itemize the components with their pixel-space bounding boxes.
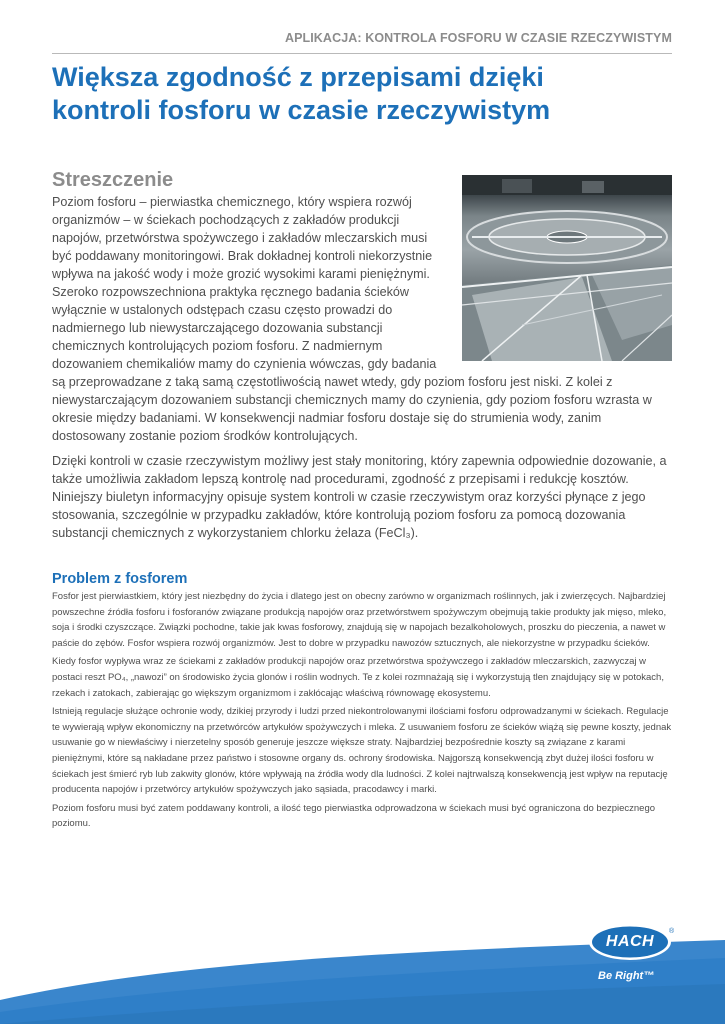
- summary-heading: Streszczenie: [52, 169, 174, 191]
- summary-body: [52, 193, 672, 549]
- problem-paragraph-2: Kiedy fosfor wypływa wraz ze ściekami z zakładów produkcji napojów oraz przetwórstwa spożywczego i zakładów mleczarskich, zazwyczaj w postaci reszt PO₄, „nawozi” on środowisko życia glonów i roślin wodnych. Te z kolei rozmnażają się i wykorzystują tlen znajdujący się w potokach, rzekach i zatokach, zabierając go większym organizmom i zakłócając właściwą równowagę ekosystemu.: [52, 656, 664, 699]
- summary-paragraph-2: Dzięki kontroli w czasie rzeczywistym możliwy jest stały monitoring, który zapewnia odpowiednie dozowanie, a także umożliwia zakładom lepszą kontrolę nad procedurami, zgodność z przepisami i redukcję kosztów. Niniejszy biuletyn informacyjny opisuje system kontroli w czasie rzeczywistym oraz korzyści płynące z jego stosowania, szczególnie w przypadku zakładów, które kontrolują poziom fosforu za pomocą dozowania substancji chemicznych z wykorzystaniem chlorku żelaza (FeCl₃).: [52, 454, 667, 540]
- hach-logo[interactable]: [588, 923, 675, 961]
- hach-logo-text: HACH: [605, 933, 655, 950]
- tagline: Be Right™: [598, 970, 655, 982]
- header-label: APLIKACJA: KONTROLA FOSFORU W CZASIE RZECZYWISTYM: [284, 31, 672, 45]
- problem-paragraph-3: Istnieją regulacje służące ochronie wody, dzikiej przyrody i ludzi przed niekontrolowanymi ilościami fosforu odprowadzanymi w ściekach. Regulacje te wywierają wpływ ekonomiczny na przetwórców artykułów spożywczych i mleka. Z usuwaniem fosforu ze ścieków wiążą się pewne koszty, jednak usuwanie go w niewłaściwy i nierzetelny sposób generuje jeszcze większe straty. Najbardziej bezpośrednie koszty są związane z karami pieniężnymi, które są nakładane przez państwo i stosowne organy ds. ochrony środowiska. Najgorszą konsekwencją zbyt dużej ilości fosforu w ściekach jest śmierć ryb lub zakwity glonów, które wpływają na źródła wody dla ludności. Z kolei najtrwalszą konsekwencją jest wpływ na reputację producenta napojów i przetwórcy artykułów spożywczych jako sąsiada, pracodawcy i marki.: [52, 706, 672, 796]
- problem-paragraph-4: Poziom fosforu musi być zatem poddawany kontroli, a ilość tego pierwiastka odprowadzona w ściekach musi być ograniczona do bezpiecznego poziomu.: [52, 802, 656, 830]
- header-rule: [52, 53, 672, 54]
- title-line-2: kontroli fosforu w czasie rzeczywistym: [52, 95, 551, 125]
- water-treatment-photo: [462, 175, 672, 361]
- photo-illustration: [462, 175, 672, 361]
- registered-mark: ®: [669, 928, 675, 935]
- title-line-1: Większa zgodność z przepisami dzięki: [52, 62, 544, 92]
- problem-paragraph-1: Fosfor jest pierwiastkiem, który jest niezbędny do życia i dlatego jest on obecny zarówno w organizmach roślinnych, jak i zwierzęcych. Najbardziej powszechne źródła fosforu i fosforanów związane produkcją napojów oraz przetwórstwem spożywczym obejmują takie produkty jak mięso, mleko, soja i środki czyszczące. Związki pochodne, takie jak kwas fosforowy, znajdują się w napojach bezalkoholowych, proszku do pieczenia, a nawet w paście do zębów. Fosfor wspiera rozwój organizmów. Jest to dobre w przypadku nawozów sztucznych, ale niekorzystne w przypadku ścieków.: [52, 591, 667, 649]
- summary-paragraph-1: Poziom fosforu – pierwiastka chemicznego, który wspiera rozwój organizmów – w ściekach pochodzących z zakładów produkcji napojów, przetwórstwa spożywczego i zakładów mleczarskich musi być poddawany monitoringowi. Brak dokładnej kontroli niekorzystnie wpływa na jakość wody i może grozić wysokimi karami pieniężnymi. Szeroko rozpowszechniona praktyka ręcznego badania ścieków wyłącznie w ustalonych odstępach czasu często prowadzi do nadmiernego lub niewystarczającego dozowania substancji chemicznych kontrolujących poziom fosforu. Z nadmiernym dozowaniem chemikaliów mamy do czynienia wówczas, gdy badania są przeprowadzane z taką samą częstotliwością nawet wtedy, gdy poziom fosforu jest niski. Z kolei z niewystarczającym dozowaniem substancji chemicznych mamy do czynienia, gdy poziom fosforu wzrasta w okresie między badaniami. W konsekwencji nadmiar fosforu dostaje się do strumienia wody, zanim dostosowany zostanie poziom środków kontrolujących.: [52, 195, 652, 443]
- page-title: [52, 61, 672, 127]
- problem-heading: Problem z fosforem: [52, 571, 188, 587]
- problem-body: [52, 589, 672, 835]
